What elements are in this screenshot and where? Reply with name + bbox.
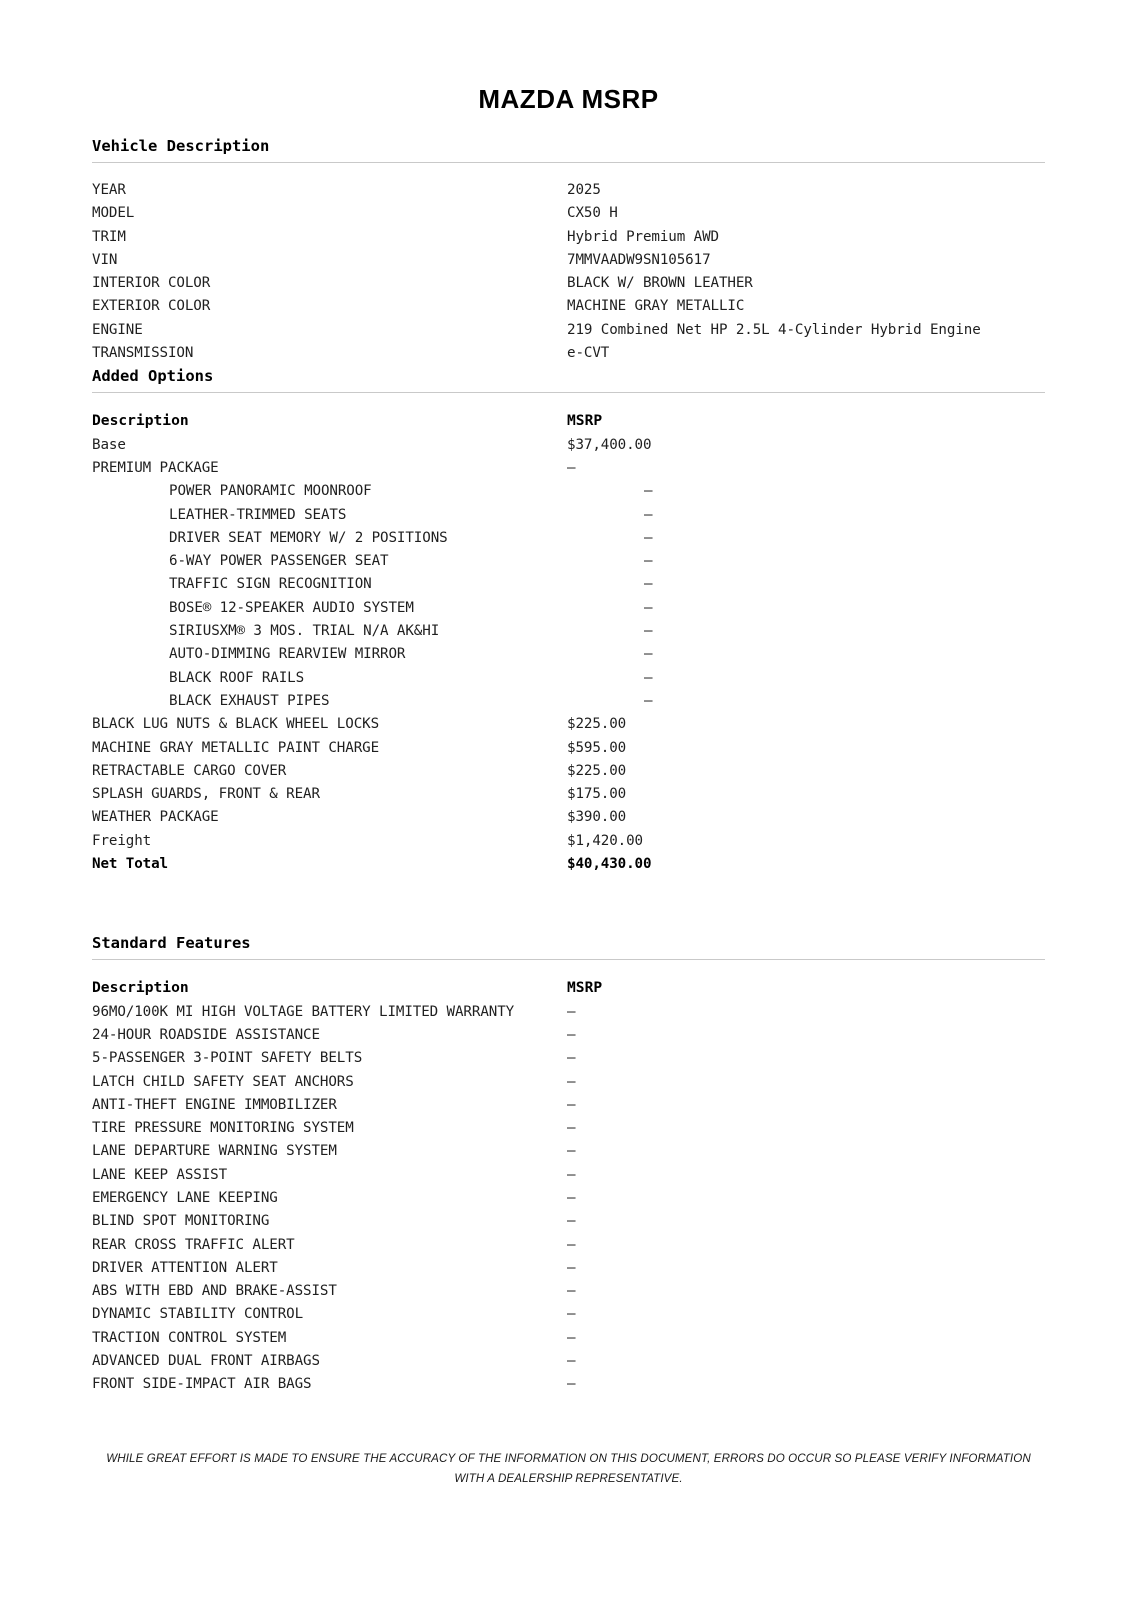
- row-label: 5-PASSENGER 3-POINT SAFETY BELTS: [92, 1050, 363, 1067]
- table-row: [92, 1001, 1045, 1024]
- row-value: —: [567, 1026, 576, 1043]
- row-label: 6-WAY POWER PASSENGER SEAT: [169, 553, 389, 570]
- row-value: —: [567, 1306, 576, 1323]
- row-value: —: [644, 692, 653, 709]
- row-label: BLACK EXHAUST PIPES: [169, 692, 330, 709]
- row-label: TIRE PRESSURE MONITORING SYSTEM: [92, 1120, 354, 1137]
- table-row: [92, 1024, 1045, 1047]
- table-row: [92, 667, 1045, 690]
- table-row: [92, 1140, 1045, 1163]
- row-value: —: [644, 599, 653, 616]
- table-row: [92, 1071, 1045, 1094]
- row-label: Freight: [92, 832, 152, 849]
- vehicle-description-heading: Vehicle Description: [92, 137, 270, 155]
- row-label: RETRACTABLE CARGO COVER: [92, 762, 287, 779]
- row-value: 7MMVAADW9SN105617: [567, 251, 711, 268]
- row-value: —: [567, 1189, 576, 1206]
- row-label: TRIM: [92, 228, 126, 245]
- row-label: LANE KEEP ASSIST: [92, 1166, 228, 1183]
- column-header-description: Description: [92, 979, 189, 997]
- column-header-msrp: MSRP: [567, 412, 603, 430]
- row-value: $595.00: [567, 739, 627, 756]
- row-value: —: [567, 1050, 576, 1067]
- row-label: WEATHER PACKAGE: [92, 809, 219, 826]
- table-row: [92, 573, 1045, 596]
- row-value: —: [567, 459, 576, 476]
- row-label: MODEL: [92, 205, 135, 222]
- table-row: [92, 597, 1045, 620]
- table-row: [92, 457, 1045, 480]
- table-row: [92, 830, 1045, 853]
- table-row: [92, 249, 1045, 272]
- table-row: [92, 202, 1045, 225]
- row-value: —: [567, 1166, 576, 1183]
- row-value: —: [644, 553, 653, 570]
- table-row: [92, 783, 1045, 806]
- row-label: ABS WITH EBD AND BRAKE-ASSIST: [92, 1283, 337, 1300]
- row-label: TRACTION CONTROL SYSTEM: [92, 1329, 287, 1346]
- standard-features-column-headers: [92, 976, 1045, 999]
- row-value: —: [567, 1353, 576, 1370]
- added-options-section: [92, 367, 1045, 876]
- table-row: [92, 713, 1045, 736]
- table-row: [92, 1280, 1045, 1303]
- row-label: SIRIUSXM® 3 MOS. TRIAL N/A AK&HI: [169, 623, 440, 640]
- row-value: —: [567, 1283, 576, 1300]
- table-row: [92, 1047, 1045, 1070]
- row-value: $37,400.00: [567, 436, 652, 453]
- row-label: SPLASH GUARDS, FRONT & REAR: [92, 786, 320, 803]
- table-row: [92, 179, 1045, 202]
- row-value: —: [644, 576, 653, 593]
- table-row: [92, 737, 1045, 760]
- row-label: DRIVER SEAT MEMORY W/ 2 POSITIONS: [169, 529, 448, 546]
- row-value: $175.00: [567, 786, 627, 803]
- table-row: [92, 1234, 1045, 1257]
- table-row: [92, 550, 1045, 573]
- row-value: —: [567, 1073, 576, 1090]
- row-label: ANTI-THEFT ENGINE IMMOBILIZER: [92, 1096, 337, 1113]
- row-label: ENGINE: [92, 321, 143, 338]
- table-row: [92, 1117, 1045, 1140]
- row-value: $1,420.00: [567, 832, 643, 849]
- row-label: ADVANCED DUAL FRONT AIRBAGS: [92, 1353, 320, 1370]
- standard-features-heading: Standard Features: [92, 934, 251, 953]
- table-row: [92, 295, 1045, 318]
- row-value: —: [567, 1329, 576, 1346]
- row-value: e-CVT: [567, 345, 610, 362]
- column-header-description: Description: [92, 412, 189, 430]
- table-row: [92, 1327, 1045, 1350]
- divider: [92, 392, 1045, 393]
- row-label: POWER PANORAMIC MOONROOF: [169, 483, 372, 500]
- footer-disclaimer: WHILE GREAT EFFORT IS MADE TO ENSURE THE ACCURACY OF THE INFORMATION ON THIS DOCUMENT, ERRORS DO OCCUR SO PLEASE VERIFY INFORMATION WITH A DEALERSHIP REPRESENTATIVE.: [106, 1451, 1031, 1485]
- table-row: [92, 527, 1045, 550]
- row-label: 24-HOUR ROADSIDE ASSISTANCE: [92, 1026, 320, 1043]
- row-value: —: [644, 623, 653, 640]
- row-label: BLACK LUG NUTS & BLACK WHEEL LOCKS: [92, 716, 380, 733]
- row-label: INTERIOR COLOR: [92, 275, 211, 292]
- row-value: —: [644, 506, 653, 523]
- row-value: MACHINE GRAY METALLIC: [567, 298, 745, 315]
- divider: [92, 162, 1045, 163]
- divider: [92, 959, 1045, 960]
- table-row: [92, 1257, 1045, 1280]
- row-label: YEAR: [92, 182, 126, 198]
- row-value: —: [644, 669, 653, 686]
- row-value: BLACK W/ BROWN LEATHER: [567, 275, 753, 292]
- table-row: [92, 226, 1045, 249]
- vehicle-description-rows: [92, 179, 1045, 365]
- row-label: VIN: [92, 251, 118, 268]
- table-row: [92, 319, 1045, 342]
- table-row: [92, 690, 1045, 713]
- row-label: Base: [92, 436, 126, 453]
- row-label: LANE DEPARTURE WARNING SYSTEM: [92, 1143, 337, 1160]
- table-row: [92, 342, 1045, 365]
- row-label: MACHINE GRAY METALLIC PAINT CHARGE: [92, 739, 380, 756]
- row-value: $390.00: [567, 809, 627, 826]
- table-row: [92, 1210, 1045, 1233]
- row-value: —: [567, 1236, 576, 1253]
- table-row: [92, 480, 1045, 503]
- column-header-msrp: MSRP: [567, 979, 603, 997]
- row-value: —: [567, 1003, 576, 1020]
- row-label: PREMIUM PACKAGE: [92, 459, 219, 476]
- row-label: DRIVER ATTENTION ALERT: [92, 1259, 278, 1276]
- row-label: EMERGENCY LANE KEEPING: [92, 1189, 278, 1206]
- table-row: [92, 1164, 1045, 1187]
- row-label: EXTERIOR COLOR: [92, 298, 211, 315]
- standard-features-rows: [92, 1001, 1045, 1397]
- row-label: 96MO/100K MI HIGH VOLTAGE BATTERY LIMITED WARRANTY: [92, 1003, 515, 1020]
- row-label: BLACK ROOF RAILS: [169, 669, 305, 686]
- table-row: [92, 643, 1045, 666]
- table-row: [92, 1350, 1045, 1373]
- row-value: —: [567, 1376, 576, 1393]
- row-value: —: [567, 1213, 576, 1230]
- row-label: LATCH CHILD SAFETY SEAT ANCHORS: [92, 1073, 354, 1090]
- added-options-column-headers: [92, 409, 1045, 432]
- section-spacer: [92, 876, 1045, 934]
- row-value: $40,430.00: [567, 856, 652, 873]
- added-options-rows: [92, 434, 1045, 877]
- added-options-heading: Added Options: [92, 367, 214, 386]
- row-value: CX50 H: [567, 205, 618, 222]
- table-row: [92, 853, 1045, 876]
- table-row: [92, 1373, 1045, 1396]
- row-label: AUTO-DIMMING REARVIEW MIRROR: [169, 646, 406, 663]
- page-title: MAZDA MSRP: [478, 84, 659, 114]
- row-label: Net Total: [92, 856, 168, 873]
- table-row: [92, 504, 1045, 527]
- row-value: —: [567, 1120, 576, 1137]
- row-value: Hybrid Premium AWD: [567, 228, 719, 245]
- row-label: TRANSMISSION: [92, 345, 194, 362]
- row-label: DYNAMIC STABILITY CONTROL: [92, 1306, 304, 1323]
- row-value: —: [644, 483, 653, 500]
- table-row: [92, 760, 1045, 783]
- row-value: 2025: [567, 182, 601, 198]
- standard-features-section: [92, 934, 1045, 1396]
- row-value: 219 Combined Net HP 2.5L 4-Cylinder Hybrid Engine: [567, 321, 981, 338]
- table-row: [92, 1094, 1045, 1117]
- row-value: —: [644, 529, 653, 546]
- row-value: —: [567, 1143, 576, 1160]
- table-row: [92, 272, 1045, 295]
- table-row: [92, 620, 1045, 643]
- row-label: TRAFFIC SIGN RECOGNITION: [169, 576, 372, 593]
- row-value: —: [644, 646, 653, 663]
- table-row: [92, 806, 1045, 829]
- table-row: [92, 1303, 1045, 1326]
- table-row: [92, 434, 1045, 457]
- row-label: BLIND SPOT MONITORING: [92, 1213, 270, 1230]
- table-row: [92, 1187, 1045, 1210]
- row-value: $225.00: [567, 762, 627, 779]
- row-value: —: [567, 1096, 576, 1113]
- row-label: LEATHER-TRIMMED SEATS: [169, 506, 347, 523]
- row-label: REAR CROSS TRAFFIC ALERT: [92, 1236, 295, 1253]
- row-label: BOSE® 12-SPEAKER AUDIO SYSTEM: [169, 599, 414, 616]
- row-label: FRONT SIDE-IMPACT AIR BAGS: [92, 1376, 312, 1393]
- vehicle-description-section: [92, 137, 1045, 365]
- row-value: —: [567, 1259, 576, 1276]
- row-value: $225.00: [567, 716, 627, 733]
